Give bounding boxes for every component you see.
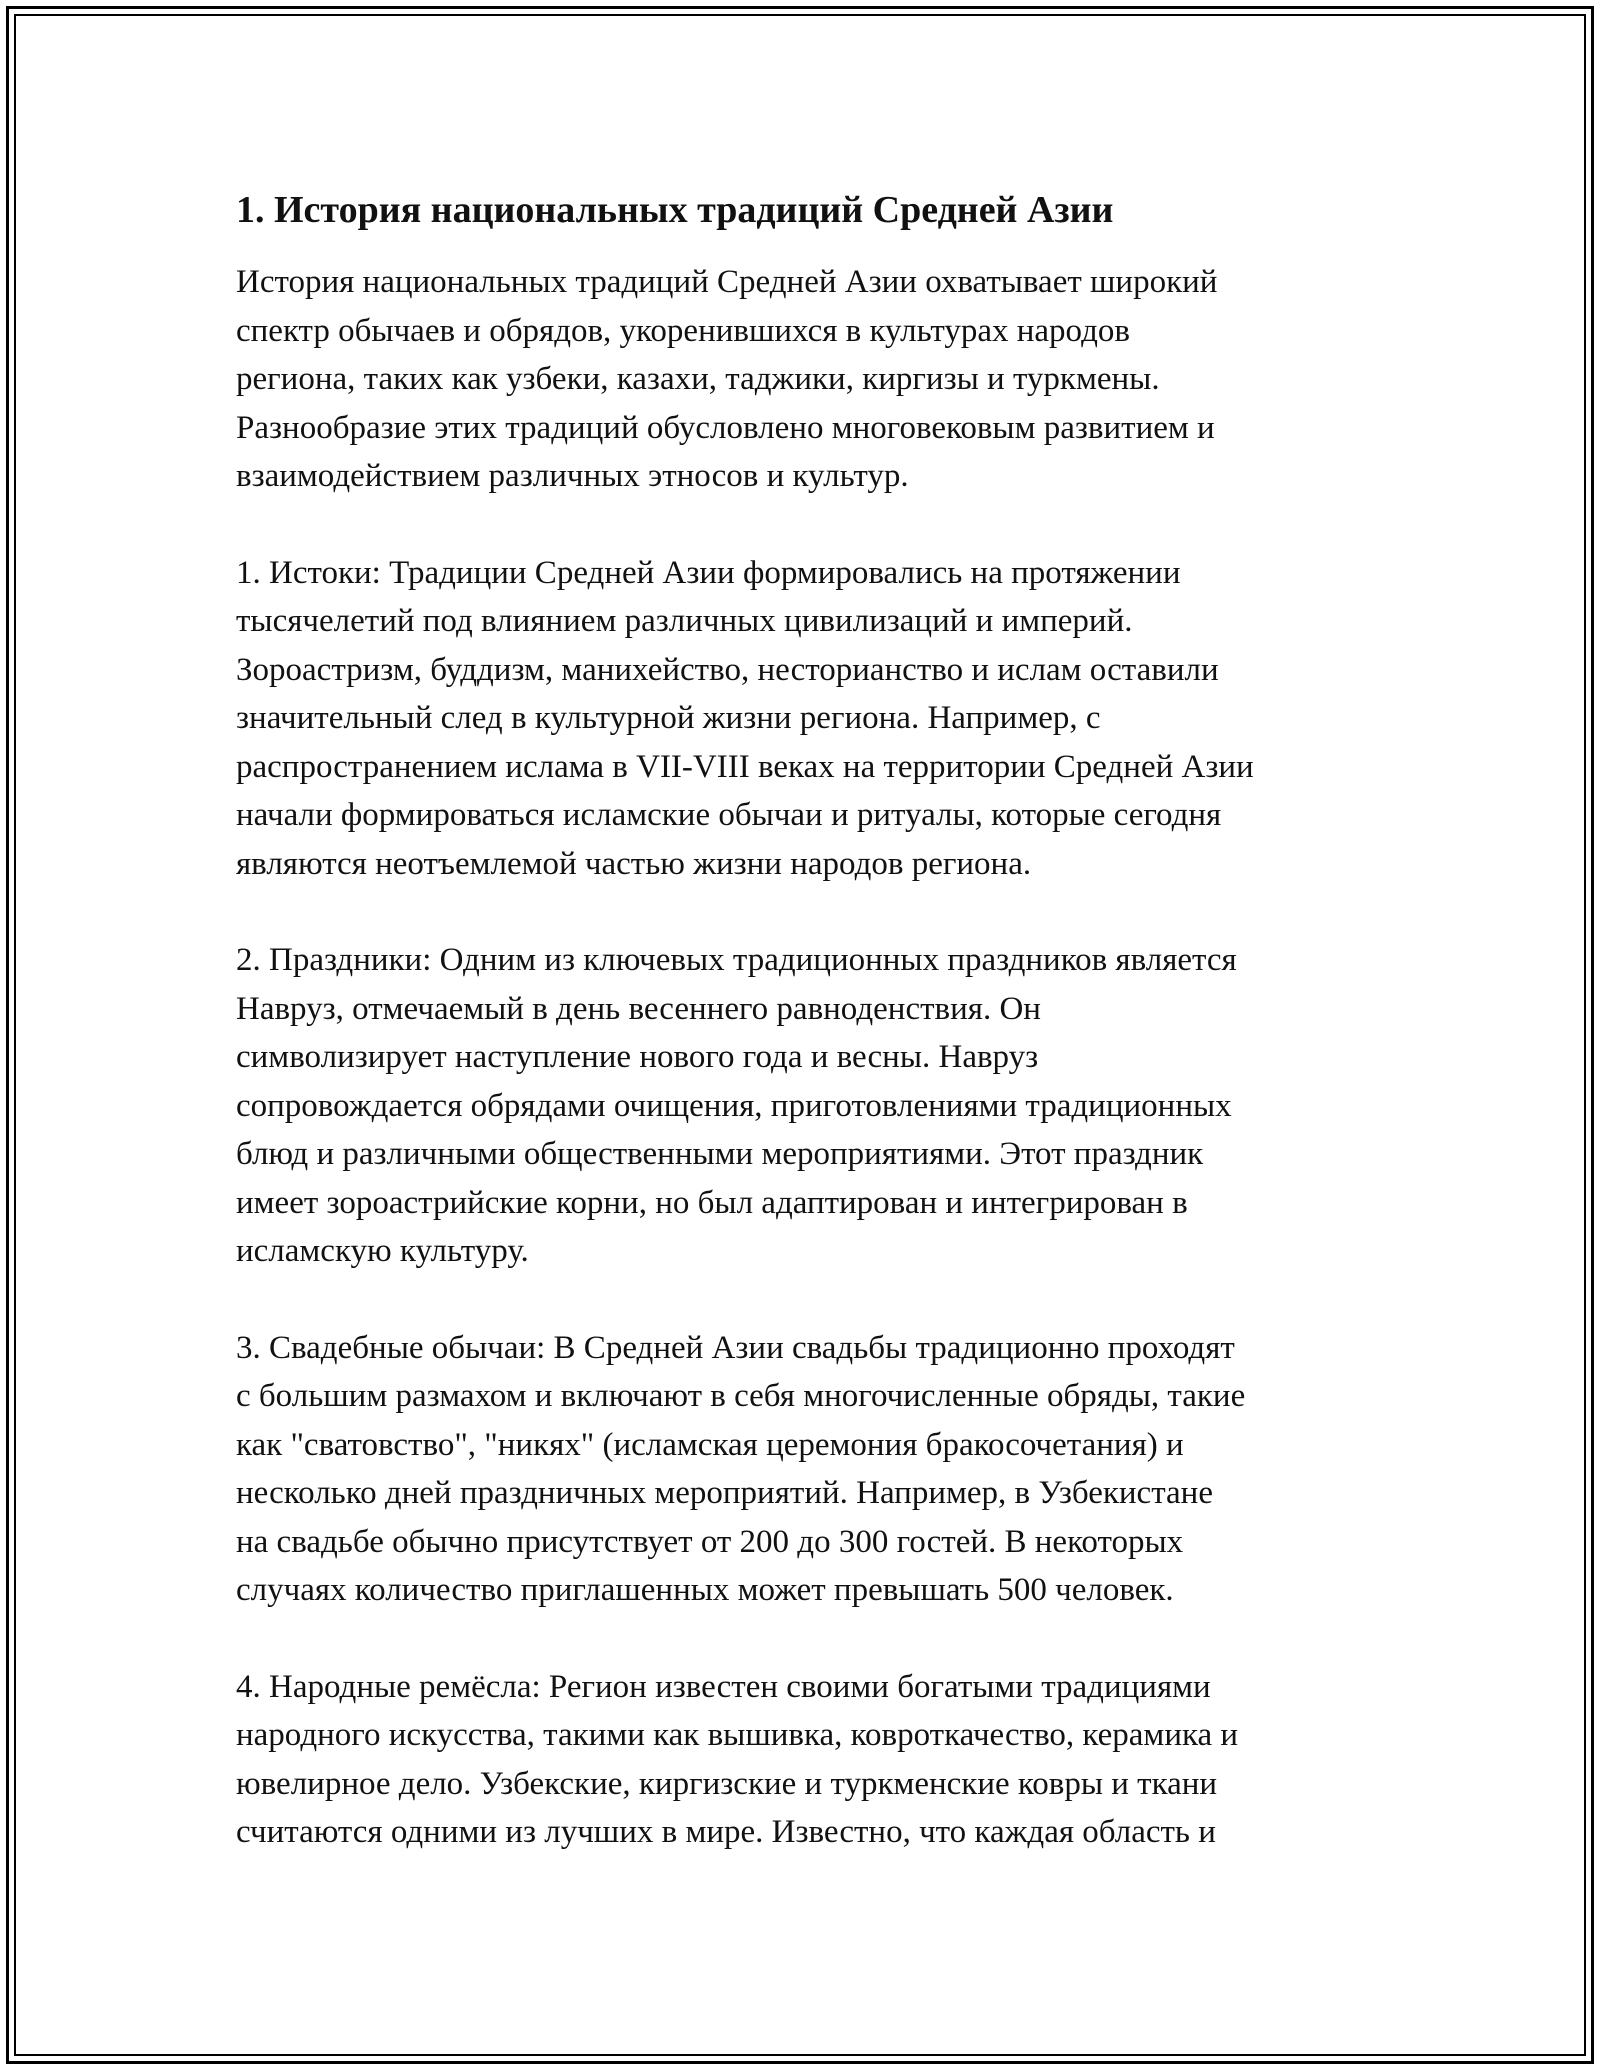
document-body — [236, 186, 1396, 1905]
paragraph-intro: История национальных традиций Средней Азии охватывает широкий спектр обычаев и обрядов, укоренившихся в культурах народов региона, таких как узбеки, казахи, таджики, киргизы и туркмены. Разнообразие этих традиций обусловлено многовековым развитием и взаимодействием различных этносов и культур. — [236, 264, 1218, 494]
paragraph-weddings: 3. Свадебные обычаи: В Средней Азии свадьбы традиционно проходят с большим размахом и включают в себя многочисленные обряды, такие как "сватовство", "никях" (исламская церемония бракосочетания) и несколько дней праздничных мероприятий. Например, в Узбекистане на свадьбе обычно присутствует от 200 до 300 гостей. В некоторых случаях количество приглашенных может превышать 500 человек. — [236, 1329, 1246, 1608]
paragraph-holidays: 2. Праздники: Одним из ключевых традиционных праздников является Навруз, отмечаемый в день весеннего равноденствия. Он символизирует наступление нового года и весны. Навруз сопровождается обрядами очищения, приготовлениями традиционных блюд и различными общественными мероприятиями. Этот праздник имеет зороастрийские корни, но был адаптирован и интегрирован в исламскую культуру. — [236, 942, 1237, 1269]
paragraph-origins: 1. Истоки: Традиции Средней Азии формировались на протяжении тысячелетий под влиянием различных цивилизаций и империй. Зороастризм, буддизм, манихейство, несторианство и ислам оставили значительный след в культурной жизни региона. Например, с распространением ислама в VII-VIII веках на территории Средней Азии начали формироваться исламские обычаи и ритуалы, которые сегодня являются неотъемлемой частью жизни народов региона. — [236, 554, 1254, 882]
paragraph-crafts: 4. Народные ремёсла: Регион известен своими богатыми традициями народного искусства, такими как вышивка, ковроткачество, керамика и ювелирное дело. Узбекские, киргизские и туркменские ковры и ткани считаются одними из лучших в мире. Известно, что каждая область и — [236, 1668, 1239, 1850]
document-title: 1. История национальных традиций Средней Азии — [236, 189, 1114, 231]
